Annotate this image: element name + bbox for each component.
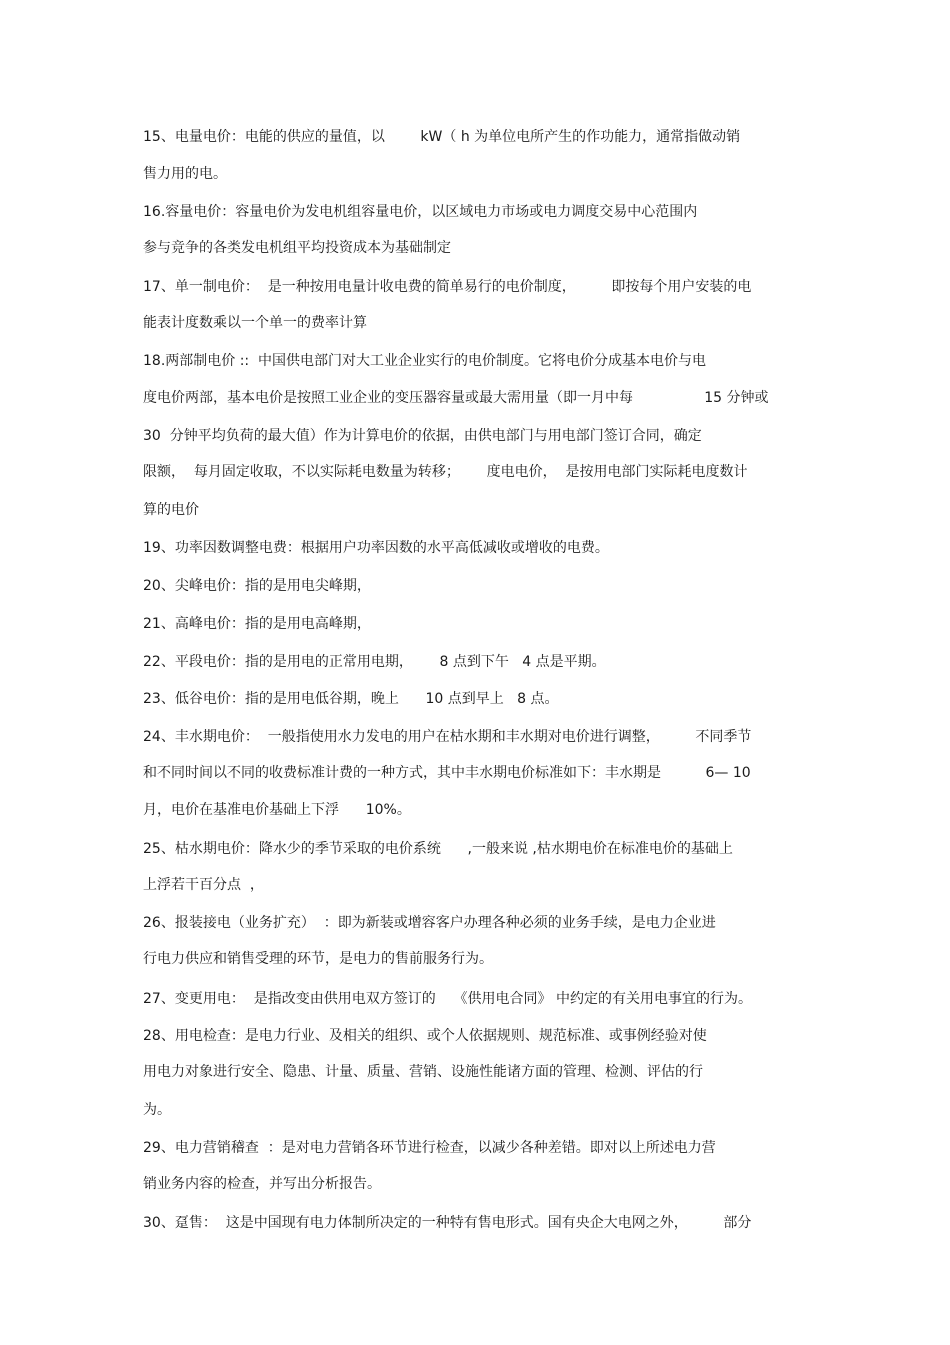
- text-line: 30 分钟平均负荷的最大值）作为计算电价的依据，由供电部门与用电部门签订合同，确定: [143, 428, 702, 444]
- text-line: 19、功率因数调整电费：根据用户功率因数的水平高低减收或增收的电费。: [143, 540, 609, 556]
- text-line: 为。: [143, 1102, 171, 1118]
- text-line: 参与竞争的各类发电机组平均投资成本为基础制定: [143, 240, 451, 256]
- text-line: 28、用电检查：是电力行业、及相关的组织、或个人依据规则、规范标准、或事例经验对使: [143, 1028, 707, 1044]
- text-line: 和不同时间以不同的收费标准计费的一种方式，其中丰水期电价标准如下：丰水期是 6— 10: [143, 765, 751, 781]
- text-line: 15、电量电价：电能的供应的量值，以 kW（ h 为单位电所产生的作功能力，通常指做动销: [143, 129, 741, 145]
- text-line: 上浮若干百分点 ，: [143, 877, 264, 893]
- text-line: 销业务内容的检查，并写出分析报告。: [143, 1176, 381, 1192]
- text-line: 27、变更用电： 是指改变由供用电双方签订的 《供用电合同》 中约定的有关用电事宜的行为。: [143, 991, 752, 1007]
- text-line: 17、单一制电价： 是一种按用电量计收电费的简单易行的电价制度， 即按每个用户安装的电: [143, 279, 752, 295]
- text-line: 月，电价在基准电价基础上下浮 10%。: [143, 802, 411, 818]
- text-line: 29、电力营销稽查 ：是对电力营销各环节进行检查，以减少各种差错。即对以上所述电力营: [143, 1140, 716, 1156]
- text-line: 25、枯水期电价：降水少的季节采取的电价系统 ,一般来说 ,枯水期电价在标准电价的基础上: [143, 841, 733, 857]
- text-line: 24、丰水期电价： 一般指使用水力发电的用户在枯水期和丰水期对电价进行调整， 不同季节: [143, 729, 752, 745]
- text-line: 用电力对象进行安全、隐患、计量、质量、营销、设施性能诸方面的管理、检测、评估的行: [143, 1064, 703, 1080]
- text-line: 限额， 每月固定收取，不以实际耗电数量为转移； 度电电价， 是按用电部门实际耗电度数计: [143, 464, 748, 480]
- text-line: 23、低谷电价：指的是用电低谷期，晚上 10 点到早上 8 点。: [143, 691, 559, 707]
- text-line: 22、平段电价：指的是用电的正常用电期， 8 点到下午 4 点是平期。: [143, 654, 606, 670]
- text-line: 度电价两部，基本电价是按照工业企业的变压器容量或最大需用量（即一月中每 15 分钟或: [143, 390, 769, 406]
- text-line: 能表计度数乘以一个单一的费率计算: [143, 315, 367, 331]
- text-line: 20、尖峰电价：指的是用电尖峰期，: [143, 578, 371, 594]
- text-line: 行电力供应和销售受理的环节，是电力的售前服务行为。: [143, 951, 493, 967]
- text-line: 算的电价: [143, 502, 199, 518]
- text-line: 21、高峰电价：指的是用电高峰期，: [143, 616, 371, 632]
- text-line: 16.容量电价：容量电价为发电机组容量电价，以区域电力市场或电力调度交易中心范围内: [143, 204, 698, 220]
- text-line: 18.两部制电价 :: 中国供电部门对大工业企业实行的电价制度。它将电价分成基本电价与电: [143, 353, 707, 369]
- text-line: 26、报装接电（业务扩充） ：即为新装或增容客户办理各种必须的业务手续，是电力企业进: [143, 915, 716, 931]
- text-line: 30、趸售： 这是中国现有电力体制所决定的一种特有售电形式。国有央企大电网之外， 部分: [143, 1215, 752, 1231]
- text-line: 售力用的电。: [143, 166, 227, 182]
